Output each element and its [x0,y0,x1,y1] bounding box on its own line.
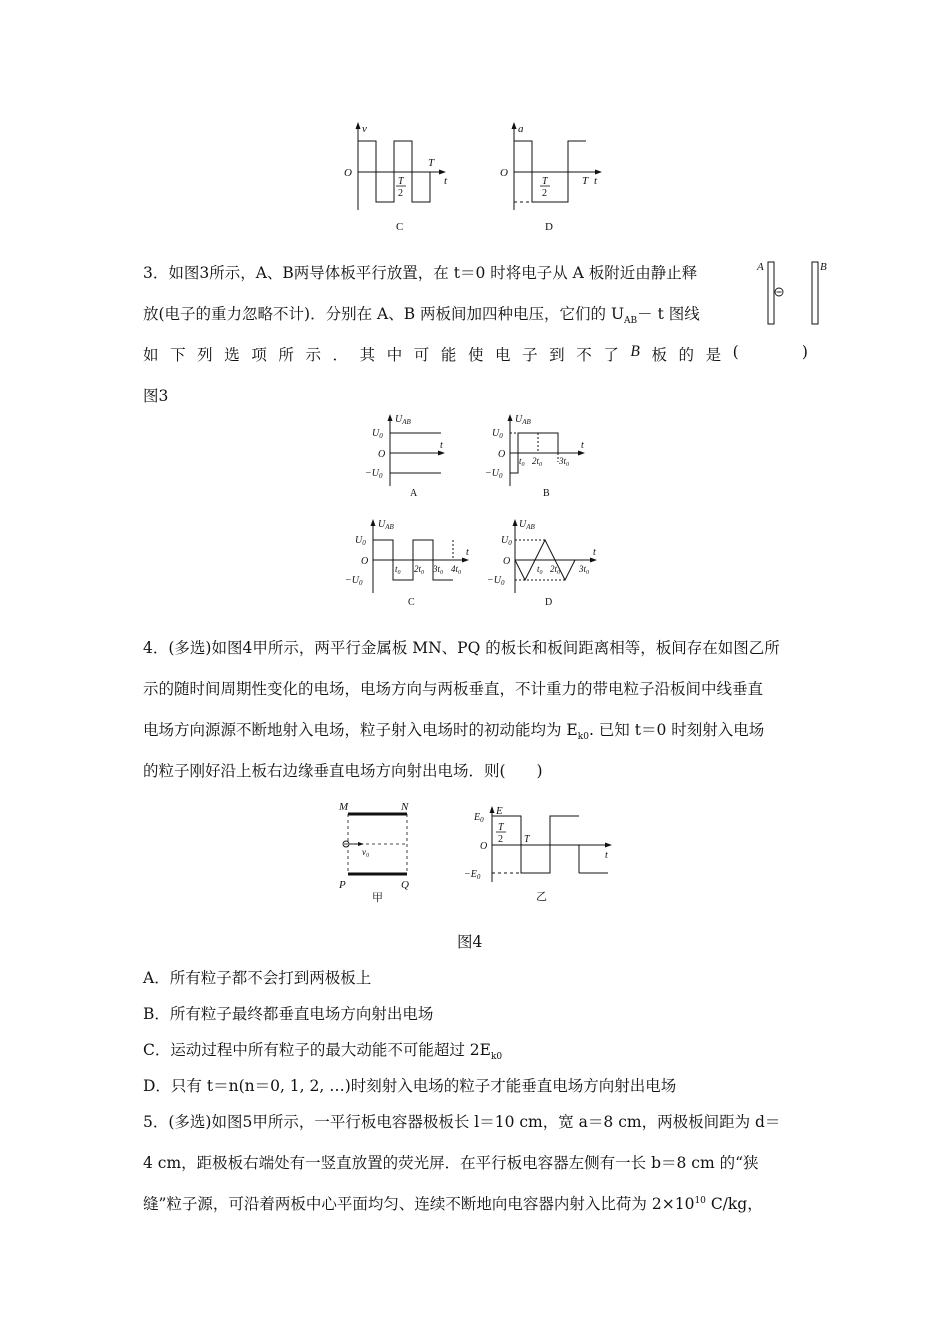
half-period-den: 2 [398,188,403,199]
u0-label: $U_0$ [372,428,383,440]
t0-tick: $t_0$ [395,564,401,576]
q4-line-3-text: 电场方向源源不断地射入电场，粒子射入电场时的初动能均为 E [143,721,578,739]
q4-option-c-text: C．运动过程中所有粒子的最大动能不可能超过 2E [143,1041,491,1059]
neg-u0-label: $-U_0$ [485,468,503,480]
n-label: N [401,801,409,813]
u0-label: $U_0$ [492,428,503,440]
uab-label: $U_{AB}$ [519,519,535,531]
q3-line-3 [143,343,808,365]
half-period-den: 2 [542,188,547,199]
3t0-tick: $3t_0$ [579,564,590,576]
char: 选 [224,346,240,364]
char: 不 [576,346,592,364]
figure-uab-a [365,410,465,502]
figure-uab-b [485,410,595,502]
origin-label: O [344,167,352,179]
q4-line-1: 4．(多选)如图4甲所示，两平行金属板 MN、PQ 的板长和板间距离相等，板间存在如图乙所 [143,639,780,657]
caption-c: C [396,221,404,233]
char: ( [732,343,739,361]
v0-label: $v_0$ [362,847,369,859]
char: 如 [143,346,159,364]
half-period-num: T [398,176,404,187]
caption-d: D [545,597,553,608]
t-label: t [440,440,443,451]
q3-line-2-sub: AB [624,316,638,327]
q4-line-2: 示的随时间周期性变化的电场，电场方向与两板垂直，不计重力的带电粒子沿板间中线垂直 [143,680,764,698]
2t0-tick: $2t_0$ [414,564,425,576]
char: 下 [170,346,186,364]
caption-b: B [543,488,550,499]
q4-figure-label: 图4 [457,933,483,951]
answer-blank [750,343,790,365]
period-label: T [428,157,435,169]
uab-label: $U_{AB}$ [395,414,411,426]
3t0-tick: $3t_0$ [559,456,570,468]
q3-figure-label: 图3 [143,387,169,405]
q4-option-d: D．只有 t＝n(n＝0, 1, 2, …)时刻射入电场的粒子才能垂直电场方向射出电场 [143,1077,677,1095]
q4-line-3 [143,718,764,742]
q4-line-4: 的粒子刚好沿上板右边缘垂直电场方向射出电场．则( ) [143,762,543,780]
figure-uab-c [345,515,475,610]
char: 板 [651,346,667,364]
char: ) [801,343,808,361]
p-label: P [339,879,346,891]
char: 所 [278,346,294,364]
q4-line-3-post: . 已知 t＝0 时刻射入电场 [588,721,765,739]
char: 示 [305,346,321,364]
uab-label: $U_{AB}$ [378,519,394,531]
t-axis-label: t [594,175,598,187]
t-label: t [581,440,584,451]
3t0-tick: $3t_0$ [433,564,444,576]
char: 的 [678,346,695,364]
q4-option-c [143,1038,502,1062]
e0-label: $E_0$ [474,812,484,824]
q5-line-3-text: 缝”粒子源，可沿着两板中心平面均匀、连续不断地向电容器内射入比荷为 2×10 [143,1195,695,1213]
q3-line-2-tail: － t 图线 [637,305,700,323]
neg-e0-label: $-E_0$ [464,869,481,881]
q5-line-3 [143,1192,763,1214]
period-label: T [582,175,589,187]
figure-plates-ab [755,256,835,331]
q3-line-2-text: 放(电子的重力忽略不计)．分别在 A、B 两板间加四种电压，它们的 U [143,305,625,323]
q4-option-b: B．所有粒子最终都垂直电场方向射出电场 [143,1005,434,1023]
char: 使 [467,346,484,364]
2t0-tick: $2t_0$ [550,564,561,576]
char: 是 [705,346,722,364]
q3-line-1: 3．如图3所示，A、B两导体板平行放置，在 t＝0 时将电子从 A 板附近由静止释 [143,264,698,282]
caption-d: D [545,221,553,233]
caption-c: C [408,597,415,608]
t-axis-label: t [444,175,448,187]
char: 能 [440,346,457,364]
half-period-den: 2 [498,834,503,845]
half-period-num: T [498,822,504,833]
figure-4-jia [335,800,435,904]
neg-u0-label: $-U_0$ [365,468,383,480]
plate-b-label: B [820,261,827,273]
char: 项 [251,346,267,364]
q4-option-a: A．所有粒子都不会打到两极板上 [143,969,372,987]
origin-label: O [378,449,386,460]
char: 其 [359,346,376,364]
t0-tick: $t_0$ [519,456,525,468]
origin-label: O [500,167,508,179]
q5-line-2: 4 cm，距极板右端处有一竖直放置的荧光屏．在平行板电容器左侧有一长 b＝8 cm 的“狭 [143,1154,759,1172]
half-period-num: T [542,176,548,187]
m-label: M [339,801,349,813]
t0-tick: $t_0$ [537,564,543,576]
origin-label: O [498,449,506,460]
char: 到 [549,346,565,364]
u0-label: $U_0$ [501,535,512,547]
yi-label: 乙 [536,891,547,903]
u0-label: $U_0$ [355,535,366,547]
char: 电 [495,346,511,364]
t-label: t [466,547,469,558]
q5-line-1: 5．(多选)如图5甲所示，一平行板电容器极板长 l＝10 cm，宽 a＝8 cm，两极板间距为 d＝ [143,1113,781,1131]
origin-label: O [480,841,488,852]
neg-u0-label: $-U_0$ [487,575,505,587]
figure-4-yi [450,800,620,905]
q4-line-3-sub: k0 [577,732,589,743]
uab-label: $U_{AB}$ [515,414,531,426]
period-label: T [524,834,530,845]
figure-graph-c [340,118,460,238]
origin-label: O [503,556,511,567]
char: 子 [522,346,538,364]
char: B [630,343,640,360]
t-label: t [593,547,596,558]
q4-option-c-sub: k0 [490,1052,503,1063]
caption-a: A [410,488,418,499]
figure-uab-d [485,515,605,610]
q5-line-3-sup: 10 [694,1195,706,1206]
2t0-tick: $2t_0$ [532,456,543,468]
char: 了 [603,346,619,364]
t-label: t [605,850,608,861]
plate-a-label: A [757,261,764,273]
figure-graph-d [500,118,620,238]
char: 可 [413,346,430,364]
e-label: E [496,805,503,817]
jia-label: 甲 [372,892,383,904]
char: 列 [197,346,213,364]
origin-label: O [361,556,369,567]
y-axis-label: v [362,123,367,135]
neg-u0-label: $-U_0$ [345,575,363,587]
char: ． [332,346,349,364]
4t0-tick: $4t_0$ [451,564,462,576]
y-axis-label: a [518,123,524,135]
q3-line-2 [143,302,700,326]
q-label: Q [401,879,409,891]
char: 中 [386,346,403,364]
q5-line-3-post: C/kg， [705,1195,763,1213]
